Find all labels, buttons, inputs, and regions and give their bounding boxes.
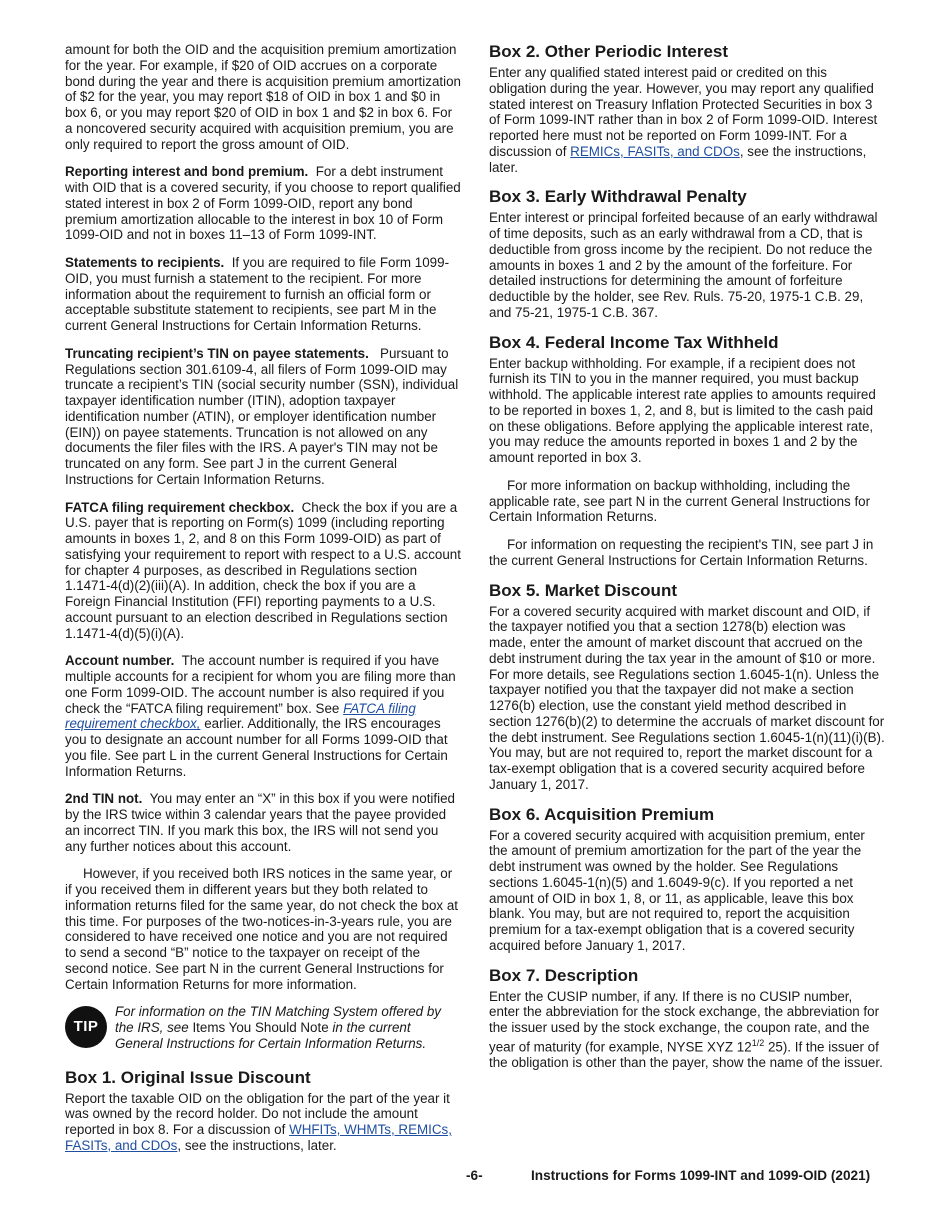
footer-title: Instructions for Forms 1099-INT and 1099-OID (2021) — [531, 1168, 871, 1183]
paragraph-oid-amortization: amount for both the OID and the acquisition premium amortization for the year. For example, if $20 of OID accrues on a corporate bond during the year and there is acquisition premium amortization of $2 for the year, you may report $18 of OID in box 1 and $0 in box 6, or you may report $20 of OID in box 1 and $2 in box 6. For a noncovered security acquired with acquisition premium, you are only required to report the gross amount of OID. — [65, 42, 461, 152]
paragraph-box4-backup: For more information on backup withholding, including the applicable rate, see part N in the current General Instructions for Certain Information Returns. — [489, 477, 871, 525]
paragraph-statements: Statements to recipients. If you are required to file Form 1099-OID, you must furnish a statement to the recipient. For more information about the requirement to furnish an official form or acceptable substitute statement to recipients, see part M in the current General Instructions for Certain Information Returns. — [65, 255, 450, 333]
page-number: -6- — [466, 1168, 483, 1183]
tip-callout — [65, 1004, 461, 1051]
paragraph-box4: Enter backup withholding. For example, if a recipient does not furnish its TIN to you in the manner required, you must backup withhold. The applicable interest rate applies to amounts required to be reported in boxes 1, 2, and 8, but is limited to the cash paid on these obligations. Before applying the applicable interest rate, you may reduce the amounts reported in boxes 1 and 2 by the amount reported in box 3. — [489, 355, 876, 465]
paragraph-box4-tin: For information on requesting the recipient's TIN, see part J in the current General Instructions for Certain Information Returns. — [489, 537, 874, 568]
link-remics-fasits[interactable]: REMICs, FASITs, and CDOs — [570, 143, 740, 159]
link-fatca-checkbox[interactable]: FATCA filing requirement checkbox, — [65, 700, 416, 732]
heading-box7: Box 7. Description — [489, 965, 639, 985]
paragraph-account-number: Account number. The account number is required if you have multiple accounts for a recipient for whom you are filing more than one Form 1099-OID. The account number is also required if you check the “FATCA filing requirement” box. See FATCA filing requirement checkbox, earlier. Additionally, the IRS encourages you to designate an account number for all Forms 1099-OID that you file. See part L in the current General Instructions for Certain Information Returns. — [65, 653, 456, 779]
lead-truncating-tin: Truncating recipient’s TIN on payee statements. — [65, 345, 369, 361]
paragraph-box1: Report the taxable OID on the obligation for the part of the year it was owned by the record holder. Do not include the amount reported in box 8. For a discussion of WHFITs, WHMTs, REMICs, FASITs, and CDOs, see the instructions, later. — [65, 1090, 452, 1153]
heading-box3: Box 3. Early Withdrawal Penalty — [489, 187, 747, 207]
heading-box1: Box 1. Original Issue Discount — [65, 1067, 311, 1087]
link-whfits-remics[interactable]: WHFITs, WHMTs, REMICs, FASITs, and CDOs — [65, 1122, 452, 1153]
paragraph-bond-premium: Reporting interest and bond premium. For a debt instrument with OID that is a covered security, if you choose to report qualified stated interest in box 2 of Form 1099-OID, report any bond premium amortization allocable to the interest in box 10 of Form 1099-OID and not in boxes 11–13 of Form 1099-INT. — [65, 164, 461, 243]
tip-icon: TIP — [65, 1006, 107, 1048]
left-column — [65, 42, 461, 1166]
lead-2nd-tin: 2nd TIN not. — [65, 791, 143, 807]
paragraph-box5: For a covered security acquired with market discount and OID, if the taxpayer notified you that a section 1278(b) election was made, enter the amount of market discount that accrued on the debt instrument during the tax year in the amount of $10 or more. For more details, see Regulations section 1.6045-1(n). Unless the taxpayer notified you that the taxpayer did not make a section 1276(b) election, use the constant yield method described in section 1276(b)(2) to determine the accruals of market discount for the debt instrument. See Regulations section 1.6045-1(n)(11)(i)(B). You may, but are not required to, report the market discount for a tax-exempt obligation that is a covered security acquired before January 1, 2017. — [489, 603, 885, 792]
fraction-half: 1/2 — [751, 1037, 765, 1048]
heading-box5: Box 5. Market Discount — [489, 580, 677, 600]
lead-account-number: Account number. — [65, 653, 175, 669]
paragraph-2nd-tin-continued: However, if you received both IRS notices in the same year, or if you received them in different years but they both related to information returns filed for the same year, do not check the box at this time. For purposes of the two-notices-in-3-years rule, you are considered to have received one notice and you are not required to send a second “B” notice to the taxpayer on receipt of the second notice. See part N in the current General Instructions for Certain Information Returns for more information. — [65, 866, 459, 992]
tip-text: For information on the TIN Matching System offered by the IRS, see Items You Should Note in the current General Instructions for Certain Information Returns. — [115, 1004, 441, 1051]
lead-statements: Statements to recipients. — [65, 255, 225, 270]
heading-box6: Box 6. Acquisition Premium — [489, 804, 715, 824]
lead-fatca: FATCA filing requirement checkbox. — [65, 499, 295, 515]
paragraph-box2: Enter any qualified stated interest paid or credited on this obligation during the year. However, you may report any qualified stated interest on Treasury Inflation Protected Securities in box 3 of Form 1099-INT rather than in box 2 of Form 1099-OID. Interest reported here must not be reported on Form 1099-INT. For a discussion of REMICs, FASITs, and CDOs, see the instructions, later. — [489, 65, 878, 175]
paragraph-box3: Enter interest or principal forfeited because of an early withdrawal of time deposits, such as an early withdrawal from a CD, that is deductible from gross income by the recipient. Do not reduce the amounts in boxes 1 and 2 by the amount of the forfeiture. For detailed instructions for determining the amount of forfeiture deductible by the holder, see Rev. Ruls. 75-20, 1975-1 C.B. 29, and 75-21, 1975-1 C.B. 367. — [489, 210, 878, 320]
lead-bond-premium: Reporting interest and bond premium. — [65, 164, 309, 180]
heading-box4: Box 4. Federal Income Tax Withheld — [489, 332, 779, 352]
right-column — [489, 42, 885, 1083]
heading-box2: Box 2. Other Periodic Interest — [489, 42, 729, 61]
paragraph-box7: Enter the CUSIP number, if any. If there is no CUSIP number, enter the abbreviation for the stock exchange, the abbreviation for the issuer used by the stock exchange, the coupon rate, and the year of maturity (for example, NYSE XYZ $12^{1/2}$ 25). If the issuer of the obligation is other than the payer, show the name of the issuer. — [489, 988, 883, 1070]
paragraph-box6: For a covered security acquired with acquisition premium, enter the amount of premium amortization for the part of the year the debt instrument was owned by the holder. See Regulations sections 1.6045-1(n)(5) and 1.6049-9(c). If you reported a net amount of OID in box 1, 8, or 11, as applicable, leave this box blank. You may, but are not required to, report the acquisition premium for a tax-exempt obligation that is a covered security acquired before January 1, 2017. — [489, 827, 865, 953]
paragraph-truncating-tin: Truncating recipient’s TIN on payee statements. Pursuant to Regulations section 301.6109-4, all filers of Form 1099-OID may truncate a recipient’s TIN (social security number (SSN), individual taxpayer identification number (ITIN), adoption taxpayer identification number (ATIN), or employer identification number (EIN)) on payee statements. Truncation is not allowed on any documents the filer files with the IRS. A payer's TIN may not be truncated on any form. See part J in the current General Instructions for Certain Information Returns. — [65, 345, 459, 487]
paragraph-fatca: FATCA filing requirement checkbox. Check the box if you are a U.S. payer that is reporting on Form(s) 1099 (including reporting amounts in boxes 1, 2, and 8 on this Form 1099-OID) as part of satisfying your requirement to report with respect to a U.S. account for chapter 4 purposes, as described in Regulations section 1.1471-4(d)(2)(iii)(A). In addition, check the box if you are a Foreign Financial Institution (FFI) reporting payments to a U.S. account pursuant to an election described in Regulations section 1.1471-4(d)(5)(i)(A). — [65, 499, 461, 641]
paragraph-2nd-tin: 2nd TIN not. You may enter an “X” in this box if you were notified by the IRS twice within 3 calendar years that the payee provided an incorrect TIN. If you mark this box, the IRS will not send you any further notices about this account. — [65, 791, 455, 854]
